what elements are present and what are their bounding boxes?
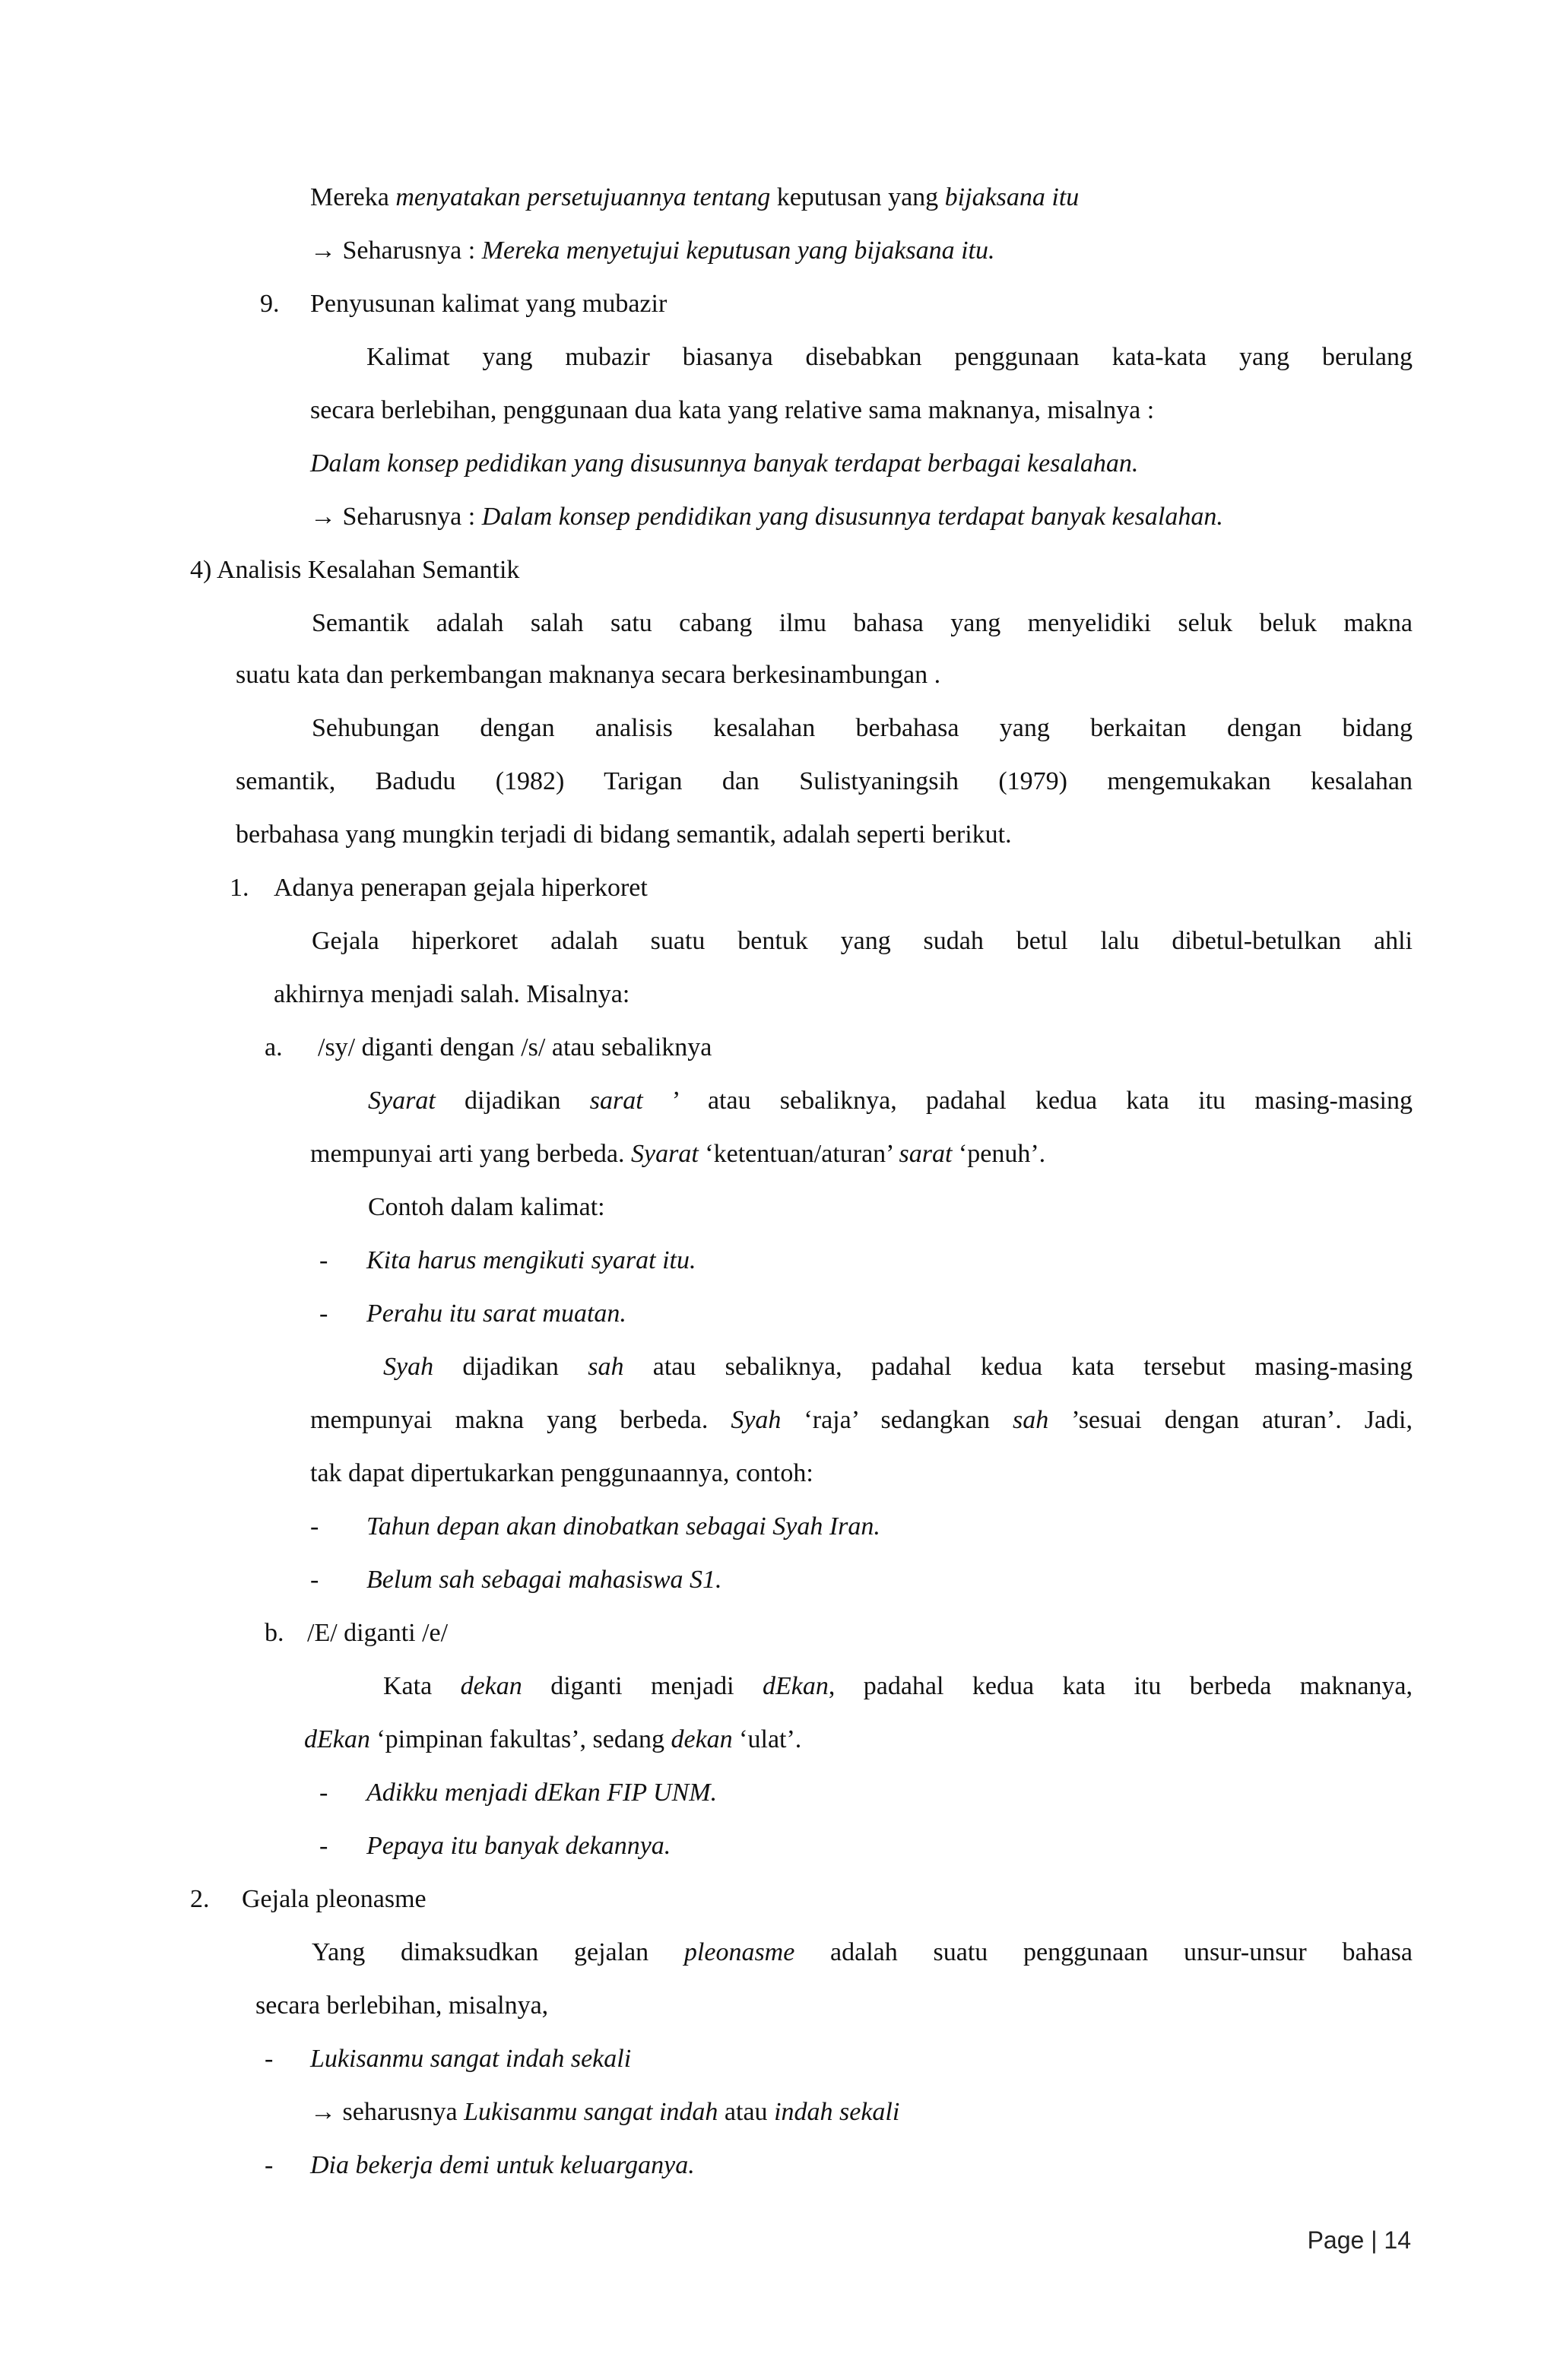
italic-run: Syarat xyxy=(631,1140,699,1168)
italic-run: dekan xyxy=(460,1672,522,1700)
list-number: 2. xyxy=(190,1885,210,1913)
correction-line xyxy=(310,2096,899,2129)
list-item-heading xyxy=(310,287,667,321)
example-sentence: Perahu itu sarat muatan. xyxy=(366,1299,626,1328)
italic-run: dekan xyxy=(671,1725,733,1753)
correction-line xyxy=(310,234,994,268)
list-item-heading: Gejala pleonasme xyxy=(242,1885,427,1913)
example-sentence: Kita harus mengikuti syarat itu. xyxy=(366,1246,696,1274)
bullet-dash: - xyxy=(265,2045,274,2073)
italic-run: Syarat xyxy=(368,1087,436,1115)
correction-label: → Seharusnya : xyxy=(310,503,482,531)
paragraph-line: suatu kata dan perkembangan maknanya secara berkesinambungan . xyxy=(236,661,941,689)
italic-run: dEkan xyxy=(304,1725,370,1753)
bullet-dash: - xyxy=(310,1512,319,1541)
example-sentence: Adikku menjadi dEkan FIP UNM. xyxy=(366,1779,718,1807)
bullet-dash: - xyxy=(310,1566,319,1594)
list-item-heading: /sy/ diganti dengan /s/ atau sebaliknya xyxy=(318,1033,712,1061)
italic-run: Syah xyxy=(383,1353,434,1381)
text-line xyxy=(310,181,1079,214)
paragraph-line xyxy=(383,1670,1413,1703)
list-item-9 xyxy=(260,287,280,321)
example-sentence: Dalam konsep pedidikan yang disusunnya banyak terdapat berbagai kesalahan. xyxy=(310,449,1139,478)
paragraph-line: secara berlebihan, penggunaan dua kata yang relative sama maknanya, misalnya : xyxy=(310,396,1155,424)
italic-run: bijaksana itu xyxy=(944,183,1080,211)
correction-label: → Seharusnya : xyxy=(310,236,482,265)
text-run: mempunyai makna yang berbeda. xyxy=(310,1406,731,1434)
paragraph-line: berbahasa yang mungkin terjadi di bidang semantik, adalah seperti berikut. xyxy=(236,820,1012,849)
bullet-dash: - xyxy=(319,1246,328,1274)
list-letter: a. xyxy=(265,1033,283,1061)
paragraph-line xyxy=(304,1723,801,1756)
paragraph-line xyxy=(310,1404,1413,1437)
correction-line xyxy=(310,500,1223,534)
example-sentence: Dia bekerja demi untuk keluarganya. xyxy=(310,2151,695,2179)
italic-run: pleonasme xyxy=(683,1938,795,1966)
italic-run: sarat xyxy=(589,1087,643,1115)
paragraph-line: akhirnya menjadi salah. Misalnya: xyxy=(274,980,630,1008)
list-letter: b. xyxy=(265,1619,284,1647)
text-run: ‘pimpinan fakultas’, sedang xyxy=(369,1725,671,1753)
bullet-dash: - xyxy=(265,2151,274,2179)
text-run: , padahal kedua kata itu berbeda maknanya, xyxy=(828,1672,1413,1700)
italic-run: menyatakan persetujuannya tentang xyxy=(395,183,771,211)
italic-run: sah xyxy=(588,1353,624,1381)
paragraph-line: Contoh dalam kalimat: xyxy=(368,1193,605,1221)
example-sentence: Lukisanmu sangat indah sekali xyxy=(310,2045,632,2073)
list-number: 1. xyxy=(230,874,249,902)
paragraph-line xyxy=(312,1936,1413,1969)
bullet-dash: - xyxy=(319,1299,328,1328)
paragraph-line: Semantik adalah salah satu cabang ilmu bahasa yang menyelidiki seluk beluk makna xyxy=(312,609,1413,637)
paragraph-line xyxy=(383,1350,1413,1384)
italic-run: Lukisanmu sangat indah xyxy=(464,2098,718,2126)
italic-run: dEkan xyxy=(762,1672,829,1700)
example-sentence: Tahun depan akan dinobatkan sebagai Syah Iran. xyxy=(366,1512,880,1541)
text-run: ‘ketentuan/aturan’ xyxy=(698,1140,899,1168)
text-run: Yang dimaksudkan gejalan xyxy=(312,1938,684,1966)
italic-run: Mereka menyetujui keputusan yang bijaksana itu. xyxy=(481,236,995,265)
paragraph-line: Gejala hiperkoret adalah suatu bentuk yang sudah betul lalu dibetul-betulkan ahli xyxy=(312,927,1413,955)
text-run: dijadikan xyxy=(433,1353,588,1381)
text-run: ‘ulat’. xyxy=(732,1725,802,1753)
list-number: 9. xyxy=(260,290,280,318)
paragraph-line xyxy=(310,1138,1045,1171)
paragraph-line: semantik, Badudu (1982) Tarigan dan Sulistyaningsih (1979) mengemukakan kesalahan xyxy=(236,767,1413,795)
example-sentence: Belum sah sebagai mahasiswa S1. xyxy=(366,1566,722,1594)
paragraph-line: tak dapat dipertukarkan penggunaannya, contoh: xyxy=(310,1459,813,1487)
text-run: ‘raja’ sedangkan xyxy=(781,1406,1013,1434)
text-run: mempunyai arti yang berbeda. xyxy=(310,1140,632,1168)
correction-label: → seharusnya xyxy=(310,2098,465,2126)
section-heading: 4) Analisis Kesalahan Semantik xyxy=(190,556,520,584)
text-run: atau xyxy=(718,2098,775,2126)
text-run: keputusan yang xyxy=(770,183,945,211)
text-run: ’ atau sebaliknya, padahal kedua kata itu masing-masing xyxy=(642,1087,1413,1115)
italic-run: sarat xyxy=(899,1140,953,1168)
heading-text: Penyusunan kalimat yang mubazir xyxy=(310,290,668,318)
italic-run: Syah xyxy=(731,1406,782,1434)
paragraph-line: Sehubungan dengan analisis kesalahan berbahasa yang berkaitan dengan bidang xyxy=(312,714,1413,742)
page-number: Page | 14 xyxy=(1307,2226,1411,2254)
paragraph-line: secara berlebihan, misalnya, xyxy=(255,1991,549,2020)
example-sentence: Pepaya itu banyak dekannya. xyxy=(366,1832,671,1860)
italic-run: indah sekali xyxy=(774,2098,900,2126)
text-run: diganti menjadi xyxy=(522,1672,763,1700)
text-run: ‘penuh’. xyxy=(952,1140,1046,1168)
list-item-heading: Adanya penerapan gejala hiperkoret xyxy=(274,874,648,902)
text-run: dijadikan xyxy=(435,1087,590,1115)
text-run: atau sebaliknya, padahal kedua kata tersebut masing-masing xyxy=(623,1353,1413,1381)
text-run: ’sesuai dengan aturan’. Jadi, xyxy=(1048,1406,1413,1434)
paragraph-line: Kalimat yang mubazir biasanya disebabkan penggunaan kata-kata yang berulang xyxy=(366,343,1413,371)
text-run: Mereka xyxy=(310,183,396,211)
bullet-dash: - xyxy=(319,1832,328,1860)
italic-run: Dalam konsep pendidikan yang disusunnya terdapat banyak kesalahan. xyxy=(481,503,1223,531)
list-item-heading: /E/ diganti /e/ xyxy=(307,1619,449,1647)
bullet-dash: - xyxy=(319,1779,328,1807)
italic-run: sah xyxy=(1013,1406,1049,1434)
paragraph-line xyxy=(368,1084,1413,1118)
text-run: Kata xyxy=(383,1672,461,1700)
text-run: adalah suatu penggunaan unsur-unsur bahasa xyxy=(794,1938,1413,1966)
